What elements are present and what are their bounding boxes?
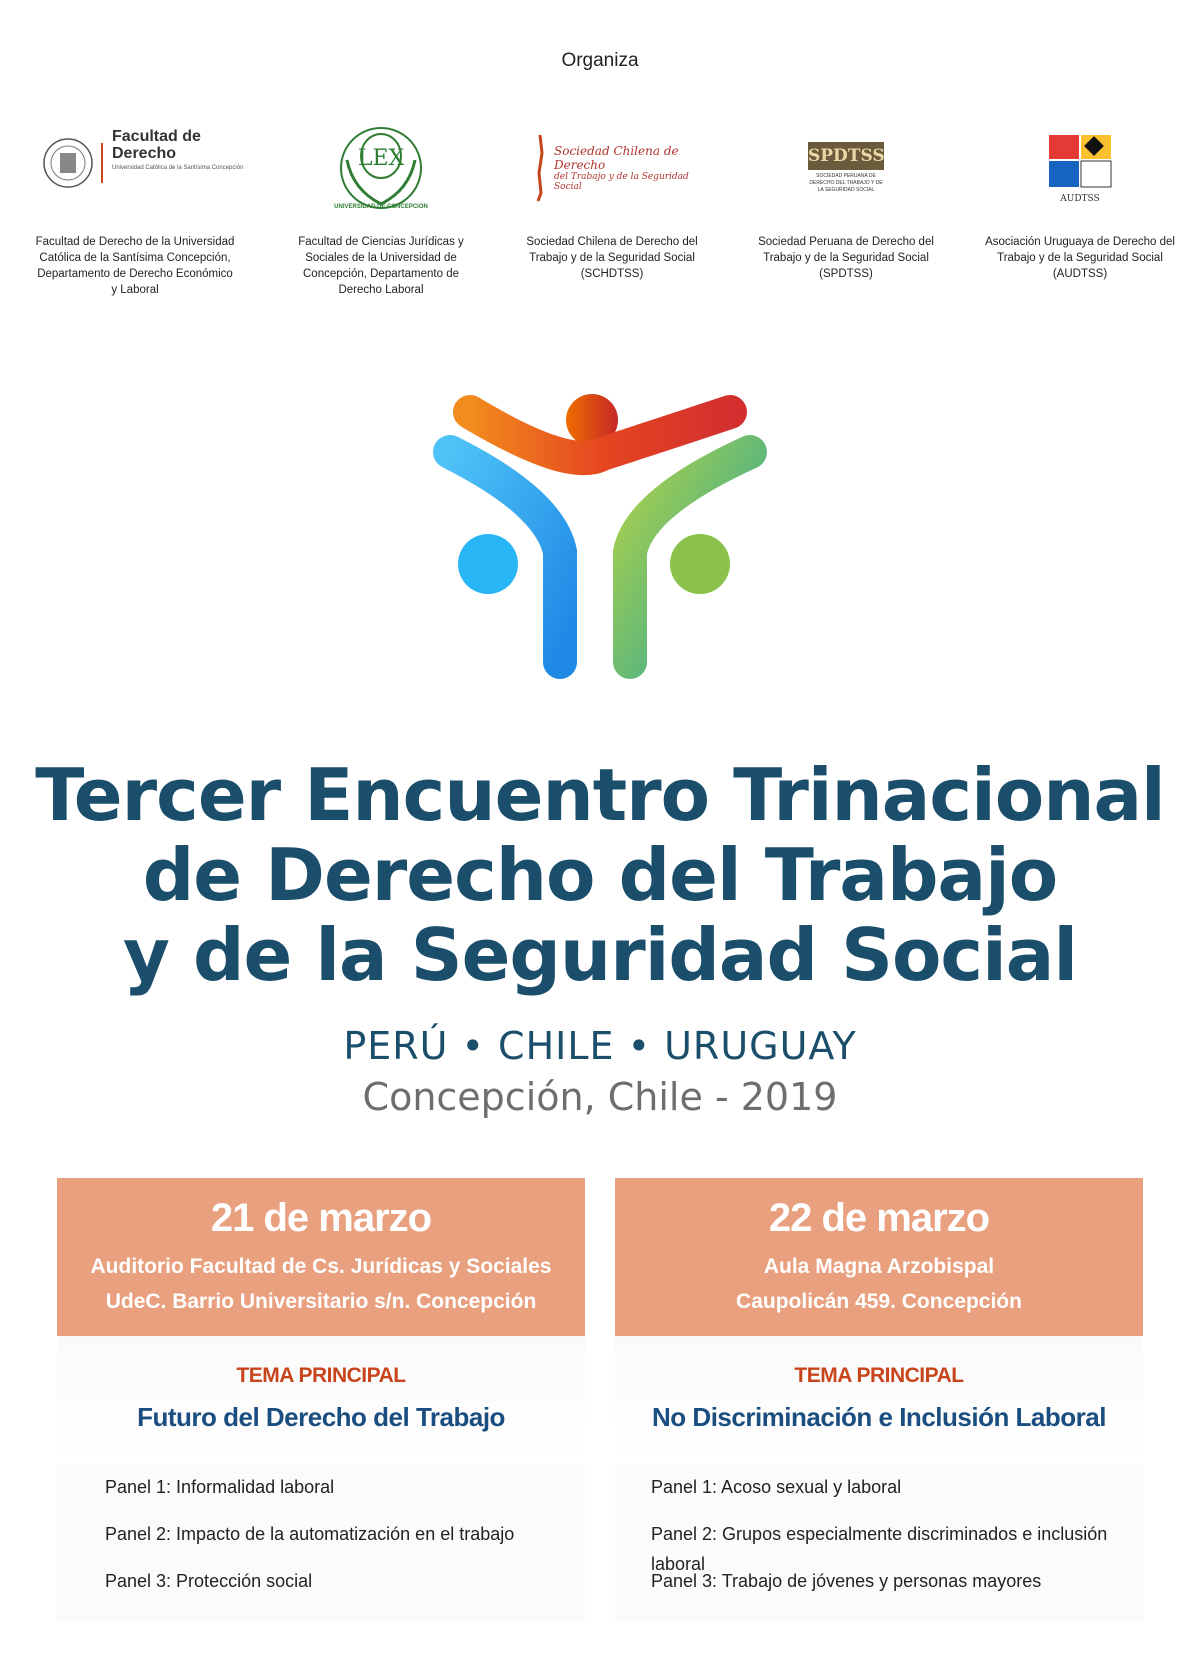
panel-item: Panel 2: Grupos especialmente discriminados e inclusión laboral — [651, 1524, 1108, 1574]
panel-list — [615, 1464, 1143, 1622]
day-card-2 — [615, 1178, 1143, 1622]
panel-item: Panel 1: Informalidad laboral — [105, 1477, 335, 1497]
day-date: 21 de marzo — [210, 1195, 432, 1240]
audtss-logo-text: AUDTSS — [1060, 193, 1100, 204]
day-card-1 — [57, 1178, 585, 1622]
panel-item: Panel 3: Trabajo de jóvenes y personas mayores — [651, 1571, 1042, 1591]
organizer-caption: Asociación Uruguaya de Derecho del Trabajo y de la Seguridad Social (AUDTSS) — [985, 236, 1175, 280]
day-header — [615, 1178, 1143, 1336]
organizer-caption: Facultad de Ciencias Jurídicas y Sociales de la Universidad de Concepción, Departamento de Derecho Laboral — [298, 236, 464, 296]
event-title-line-3: y de la Seguridad Social — [122, 913, 1078, 997]
event-emblem-logo — [430, 392, 810, 732]
organiza-label: Organiza — [561, 50, 639, 71]
day-venue-line-2: Caupolicán 459. Concepción — [736, 1289, 1022, 1313]
spdtss-logo — [808, 118, 884, 218]
ucsc-logo-text-2: Derecho — [112, 145, 177, 162]
organizer-spdtss — [731, 118, 961, 282]
day-header — [57, 1178, 585, 1336]
day-venue-line-1: Auditorio Facultad de Cs. Jurídicas y Sociales — [90, 1254, 552, 1278]
organizer-udec — [266, 118, 496, 298]
day-date: 22 de marzo — [768, 1195, 990, 1240]
udec-lex-logo — [333, 118, 429, 218]
topic-title: Futuro del Derecho del Trabajo — [137, 1402, 505, 1432]
panel-item: Panel 3: Protección social — [105, 1571, 313, 1591]
countries-line: PERÚ • CHILE • URUGUAY — [343, 1024, 857, 1068]
day-topic — [57, 1336, 585, 1464]
organizer-schdtss — [497, 118, 727, 282]
ucsc-logo — [40, 118, 244, 218]
organizer-audtss — [965, 118, 1195, 282]
topic-label: TEMA PRINCIPAL — [794, 1364, 964, 1387]
udec-logo-text: LEX — [357, 146, 405, 171]
day-venue-line-1: Aula Magna Arzobispal — [763, 1254, 995, 1278]
topic-label: TEMA PRINCIPAL — [236, 1364, 406, 1387]
audtss-logo — [1047, 118, 1113, 218]
panel-item: Panel 2: Impacto de la automatización en el trabajo — [105, 1524, 515, 1544]
city-year: Concepción, Chile - 2019 — [362, 1075, 838, 1119]
ucsc-logo-text-1: Facultad de — [112, 128, 201, 145]
organizer-caption: Sociedad Peruana de Derecho del Trabajo y de la Seguridad Social (SPDTSS) — [758, 236, 934, 280]
spdtss-logo-sub: SOCIEDAD PERUANA DE DERECHO DEL TRABAJO Y DE LA SEGURIDAD SOCIAL — [809, 173, 883, 193]
panel-list — [57, 1464, 585, 1622]
spdtss-logo-text: SPDTSS — [808, 142, 884, 170]
schdtss-logo-text-1: Sociedad Chilena de Derecho — [554, 144, 679, 172]
schdtss-logo-text-2: del Trabajo y de la Seguridad Social — [554, 172, 689, 192]
panel-item: Panel 1: Acoso sexual y laboral — [651, 1477, 902, 1497]
udec-logo-sub: UNIVERSIDAD DE CONCEPCION — [334, 204, 428, 210]
event-title-line-2: de Derecho del Trabajo — [142, 833, 1058, 917]
organizer-caption: Sociedad Chilena de Derecho del Trabajo y de la Seguridad Social (SCHDTSS) — [526, 236, 698, 280]
day-topic — [615, 1336, 1143, 1464]
organizer-ucsc — [20, 118, 250, 298]
topic-title: No Discriminación e Inclusión Laboral — [652, 1402, 1106, 1432]
organizer-caption: Facultad de Derecho de la Universidad Católica de la Santísima Concepción, Departamento de Derecho Económico y Laboral — [35, 236, 235, 296]
schdtss-logo — [530, 118, 694, 218]
event-title — [0, 755, 1200, 995]
ucsc-logo-sub: Universidad Católica de la Santísima Concepción — [112, 165, 244, 171]
event-title-line-1: Tercer Encuentro Trinacional — [35, 753, 1165, 837]
day-venue-line-2: UdeC. Barrio Universitario s/n. Concepción — [105, 1289, 537, 1313]
